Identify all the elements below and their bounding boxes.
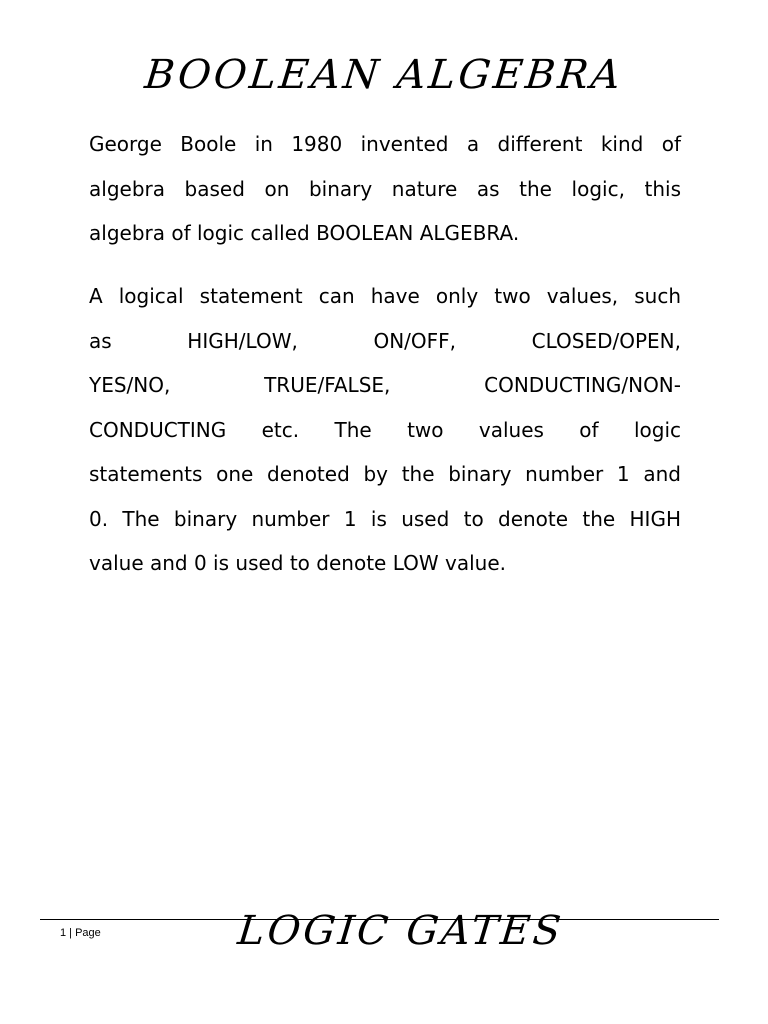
paragraph-line: 0. The binary number 1 is used to denote the HIGH <box>89 506 681 531</box>
paragraph-line: A logical statement can have only two values, such <box>89 284 681 308</box>
paragraph-line: value and 0 is used to denote LOW value. <box>89 551 506 575</box>
footer-title: LOGIC GATES <box>235 908 566 954</box>
page-number: 1 | Page <box>60 927 101 939</box>
paragraph-line: statements one denoted by the binary number 1 and <box>89 462 681 486</box>
paragraph-line: algebra of logic called BOOLEAN ALGEBRA. <box>89 221 520 245</box>
paragraph-line: CONDUCTING etc. The two values of logic <box>89 417 681 442</box>
paragraph-line: YES/NO, TRUE/FALSE, CONDUCTING/NON- <box>89 373 681 397</box>
paragraph-logical-statement <box>89 274 681 586</box>
paragraph-line: as HIGH/LOW, ON/OFF, CLOSED/OPEN, <box>89 328 681 353</box>
paragraph-boole-intro <box>89 122 681 256</box>
paragraph-line: algebra based on binary nature as the logic, this <box>89 176 681 201</box>
page-title: BOOLEAN ALGEBRA <box>142 52 626 98</box>
paragraph-line: George Boole in 1980 invented a different kind of <box>89 132 681 156</box>
